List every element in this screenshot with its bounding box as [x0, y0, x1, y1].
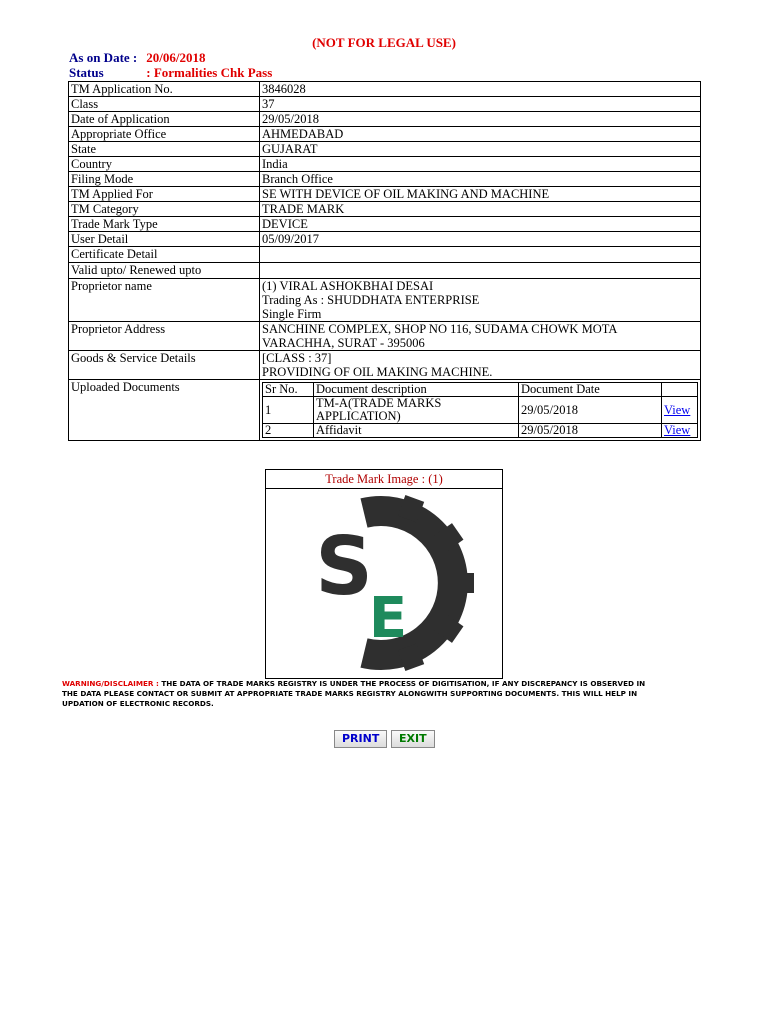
field-label: Certificate Detail — [69, 247, 260, 263]
header-description: Document description — [314, 383, 519, 397]
row-office — [69, 127, 701, 142]
proprietor-value — [260, 279, 701, 322]
goods-value — [260, 351, 701, 380]
view-document-link[interactable]: View — [664, 402, 691, 417]
exit-button[interactable]: EXIT — [391, 730, 435, 748]
office-value: AHMEDABAD — [260, 127, 701, 142]
row-tm-type — [69, 217, 701, 232]
row-user-detail — [69, 232, 701, 247]
applied-for-value: SE WITH DEVICE OF OIL MAKING AND MACHINE — [260, 187, 701, 202]
category-value: TRADE MARK — [260, 202, 701, 217]
document-sr: 2 — [263, 424, 314, 438]
logo-letter-s: S — [315, 520, 373, 613]
row-applied-for — [69, 187, 701, 202]
field-label: State — [69, 142, 260, 157]
firm-type: Single Firm — [262, 307, 322, 321]
as-on-date-value: 20/06/2018 — [146, 50, 206, 65]
address-value — [260, 322, 701, 351]
document-description-line: APPLICATION) — [316, 409, 401, 423]
header-action — [662, 383, 698, 397]
country-value: India — [260, 157, 701, 172]
valid-upto-value — [260, 263, 701, 279]
trademark-image-box — [265, 469, 503, 679]
field-label: Uploaded Documents — [69, 380, 260, 441]
status-value: : Formalities Chk Pass — [146, 65, 273, 80]
header-date: Document Date — [519, 383, 662, 397]
field-label: User Detail — [69, 232, 260, 247]
class-value: 37 — [260, 97, 701, 112]
goods-description: PROVIDING OF OIL MAKING MACHINE. — [262, 365, 493, 379]
field-label: TM Application No. — [69, 82, 260, 97]
row-valid-upto — [69, 263, 701, 279]
document-sr: 1 — [263, 397, 314, 424]
warning-disclaimer — [62, 679, 662, 709]
date-of-application-value: 29/05/2018 — [260, 112, 701, 127]
trademark-logo-image — [266, 489, 502, 678]
row-country — [69, 157, 701, 172]
field-label: Class — [69, 97, 260, 112]
row-filing-mode — [69, 172, 701, 187]
tm-application-no-value: 3846028 — [260, 82, 701, 97]
field-label: Date of Application — [69, 112, 260, 127]
warning-label: WARNING/DISCLAIMER : — [62, 679, 159, 688]
address-line-2: VARACHHA, SURAT - 395006 — [262, 336, 425, 350]
field-label: Goods & Service Details — [69, 351, 260, 380]
trademark-image-caption: Trade Mark Image : (1) — [266, 470, 502, 489]
document-description-line: TM-A(TRADE MARKS — [316, 396, 442, 410]
as-on-date — [69, 50, 205, 66]
status-label: Status — [69, 65, 104, 80]
field-label: Proprietor name — [69, 279, 260, 322]
document-date: 29/05/2018 — [519, 424, 662, 438]
not-for-legal-use-notice: (NOT FOR LEGAL USE) — [312, 35, 456, 50]
row-proprietor — [69, 279, 701, 322]
field-label: Valid upto/ Renewed upto — [69, 263, 260, 279]
documents-table — [262, 382, 698, 438]
proprietor-name: (1) VIRAL ASHOKBHAI DESAI — [262, 279, 434, 293]
row-state — [69, 142, 701, 157]
filing-mode-value: Branch Office — [260, 172, 701, 187]
print-button[interactable]: PRINT — [334, 730, 387, 748]
goods-class: [CLASS : 37] — [262, 351, 332, 365]
trademark-details-table — [68, 81, 701, 441]
field-label: Country — [69, 157, 260, 172]
row-uploaded-documents — [69, 380, 701, 441]
certificate-value — [260, 247, 701, 263]
field-label: TM Applied For — [69, 187, 260, 202]
row-class — [69, 97, 701, 112]
address-line-1: SANCHINE COMPLEX, SHOP NO 116, SUDAMA CHOWK MOTA — [262, 322, 618, 336]
row-goods — [69, 351, 701, 380]
row-certificate — [69, 247, 701, 263]
document-description: Affidavit — [314, 424, 519, 438]
document-row — [263, 424, 698, 438]
status — [69, 65, 272, 81]
row-date-of-application — [69, 112, 701, 127]
row-address — [69, 322, 701, 351]
warning-text: THE DATA OF TRADE MARKS REGISTRY IS UNDER THE PROCESS OF DIGITISATION, IF ANY DISCREPANCY IS OBSERVED IN THE DATA PLEASE CONTACT OR SUBMIT AT APPROPRIATE TRADE MARKS REGISTRY ALONGWITH SUPPORTING DOCUMENTS. THIS WILL HELP IN UPDATION OF ELECTRONIC RECORDS. — [62, 679, 646, 708]
header-sr-no: Sr No. — [263, 383, 314, 397]
field-label: Trade Mark Type — [69, 217, 260, 232]
user-detail-value: 05/09/2017 — [260, 232, 701, 247]
field-label: Filing Mode — [69, 172, 260, 187]
field-label: Proprietor Address — [69, 322, 260, 351]
view-document-link[interactable]: View — [664, 423, 691, 437]
document-description — [314, 397, 519, 424]
row-tm-app-no — [69, 82, 701, 97]
row-category — [69, 202, 701, 217]
tm-type-value: DEVICE — [260, 217, 701, 232]
trading-as: Trading As : SHUDDHATA ENTERPRISE — [262, 293, 480, 307]
logo-letter-e: E — [368, 586, 408, 651]
documents-header-row — [263, 383, 698, 397]
field-label: Appropriate Office — [69, 127, 260, 142]
field-label: TM Category — [69, 202, 260, 217]
state-value: GUJARAT — [260, 142, 701, 157]
as-on-date-label: As on Date : — [69, 50, 138, 65]
document-date: 29/05/2018 — [519, 397, 662, 424]
documents-cell — [260, 380, 701, 441]
document-row — [263, 397, 698, 424]
